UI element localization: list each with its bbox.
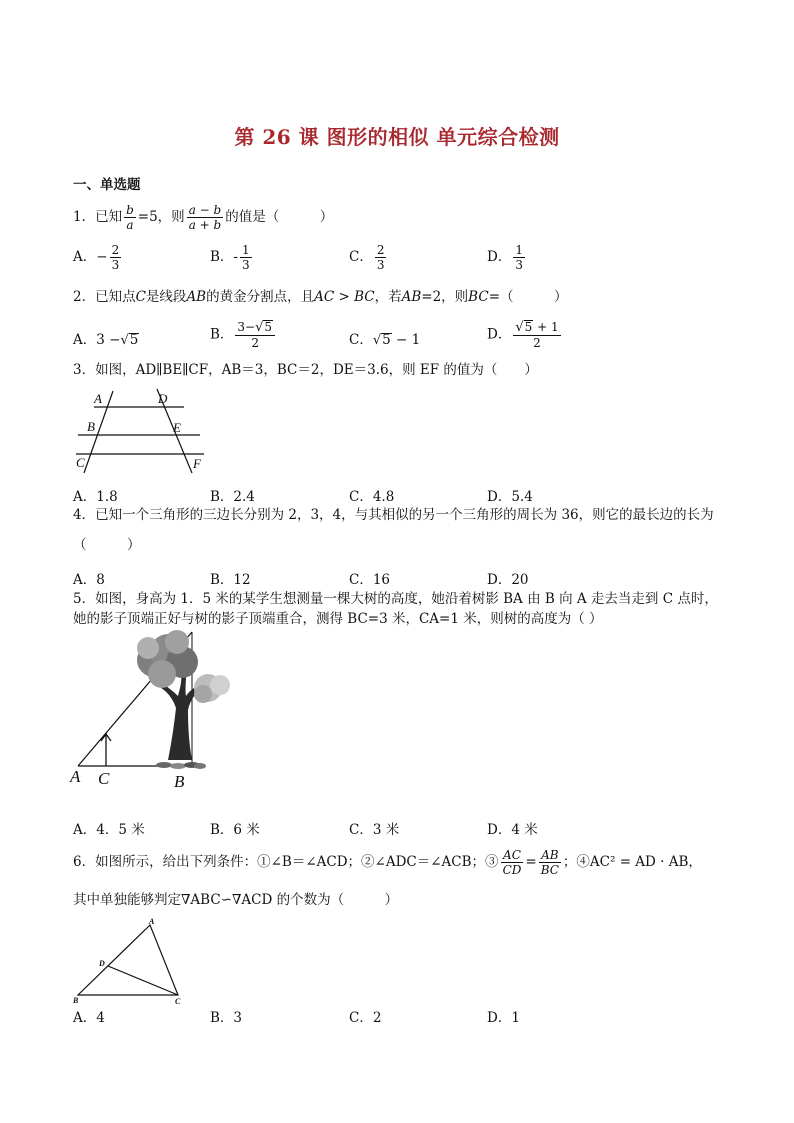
q5-label-a: A	[70, 767, 81, 786]
page-title: 第 26 课 图形的相似 单元综合检测	[234, 125, 560, 149]
q6-label-c: C	[175, 997, 181, 1006]
q3-label-d: D	[158, 391, 168, 406]
q3-option-c[interactable]: C．4.8	[349, 489, 395, 505]
q1-prefix: 1．已知	[73, 209, 123, 225]
q3-parallel-lines-figure	[72, 387, 212, 479]
q3-label-a: A	[94, 391, 102, 406]
q6-option-c[interactable]: C．2	[349, 1010, 382, 1026]
question-2-stem: 2．已知点C是线段AB的黄金分割点，且AC > BC，若AB=2，则BC=（ ）	[73, 289, 568, 305]
q1-mid: =5，则	[137, 209, 185, 225]
q1-fraction-expr: $\frac{a - b}{a + b}$	[188, 203, 222, 232]
question-4-line-1: 4．已知一个三角形的三边长分别为 2，3，4，与其相似的另一个三角形的周长为 36，则它的最长边的长为	[73, 507, 714, 523]
q5-tree-shadow-figure	[68, 630, 238, 792]
q5-label-c: C	[98, 769, 110, 788]
q1-option-d[interactable]: D． $\frac{1}{3}$	[487, 243, 523, 272]
q3-label-c: C	[76, 455, 85, 470]
question-1-stem	[73, 203, 333, 232]
q2-option-a[interactable]: A．3 −√5	[73, 332, 139, 348]
q6-label-b: B	[73, 996, 79, 1005]
q4-option-c[interactable]: C．16	[349, 572, 391, 588]
q1-suffix: 的值是（ ）	[225, 209, 334, 225]
q6-option-b[interactable]: B．3	[210, 1010, 243, 1026]
q6-option-d[interactable]: D．1	[487, 1010, 520, 1026]
q2-option-c[interactable]: C．√5 − 1	[349, 332, 421, 348]
q2-option-b[interactable]: B． $\frac{3-√5}{2}$	[210, 320, 277, 350]
q4-option-d[interactable]: D．20	[487, 572, 529, 588]
q3-label-e: E	[173, 420, 181, 435]
q3-option-d[interactable]: D．5.4	[487, 489, 533, 505]
q5-label-b: B	[174, 772, 185, 791]
q4-option-a[interactable]: A．8	[73, 572, 105, 588]
q1-option-b[interactable]: B．- $\frac{1}{3}$	[210, 243, 250, 272]
section-heading: 一、单选题	[73, 177, 141, 193]
q6-label-a: A	[149, 917, 155, 926]
question-5-line-2: 她的影子顶端正好与树的影子顶端重合，测得 BC=3 米，CA=1 米，则树的高度为（ ）	[73, 611, 603, 627]
q5-option-d[interactable]: D．4 米	[487, 822, 538, 838]
q5-option-c[interactable]: C．3 米	[349, 822, 400, 838]
q6-label-d: D	[99, 959, 105, 968]
q3-option-a[interactable]: A．1.8	[73, 489, 118, 505]
q6-triangle-figure	[70, 915, 190, 1007]
question-3-stem: 3．如图，AD∥BE∥CF，AB＝3，BC＝2，DE＝3.6，则 EF 的值为（ ）	[73, 362, 538, 378]
question-5-line-1: 5．如图，身高为 1．5 米的某学生想测量一棵大树的高度，她沿着树影 BA 由 B 向 A 走去当走到 C 点时，	[73, 591, 718, 607]
q6-triangle-abc	[78, 925, 178, 995]
q1-option-c[interactable]: C． $\frac{2}{3}$	[349, 243, 385, 272]
question-6-line-1: 6．如图所示，给出下列条件：①∠B＝∠ACD；②∠ADC＝∠ACB；③ $\frac{AC}{CD}$ = $\frac{AB}{BC}$ ；④AC² = AD · AB，	[73, 848, 702, 877]
q4-option-b[interactable]: B．12	[210, 572, 251, 588]
q3-label-b: B	[87, 419, 95, 434]
q5-option-a[interactable]: A．4．5 米	[73, 822, 145, 838]
q3-label-f: F	[193, 456, 201, 471]
grass-icon	[156, 762, 206, 769]
q3-option-b[interactable]: B．2.4	[210, 489, 255, 505]
q2-option-d[interactable]: D． $\frac{√5 + 1}{2}$	[487, 320, 559, 350]
q5-option-b[interactable]: B．6 米	[210, 822, 260, 838]
question-4-line-2: （ ）	[73, 537, 141, 553]
q6-option-a[interactable]: A．4	[73, 1010, 105, 1026]
q1-option-a[interactable]: A．− $\frac{2}{3}$	[73, 243, 120, 272]
q1-fraction-b-over-a: $\frac{b}{a}$	[126, 203, 134, 232]
question-6-line-2: 其中单独能够判定∇ABC∽∇ACD 的个数为（ ）	[73, 892, 399, 908]
